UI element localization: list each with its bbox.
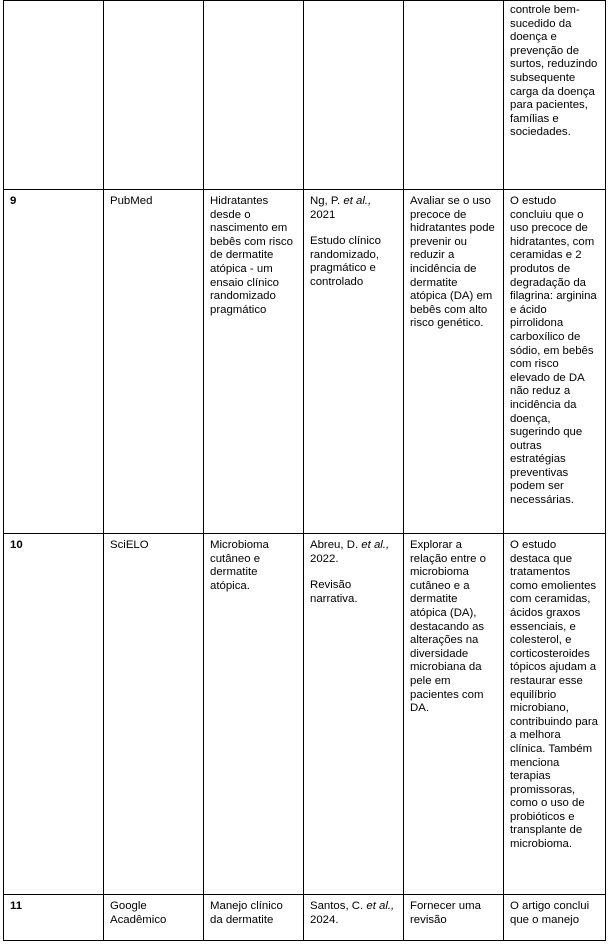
title-cell: Hidratantes desde o nascimento em bebês com risco de dermatite atópica - um ensaio clínico randomizado pragmático bbox=[204, 190, 304, 534]
literature-review-table bbox=[3, 0, 606, 941]
row-number-cell: 11 bbox=[4, 895, 104, 941]
database-cell: SciELO bbox=[104, 534, 204, 895]
result-cell: controle bem-sucedido da doença e prevenção de surtos, reduzindo subsequente carga da doença para pacientes, famílias e sociedades. bbox=[504, 1, 606, 190]
table-row bbox=[4, 190, 606, 534]
author-cell bbox=[304, 534, 404, 895]
objective-cell: Explorar a relação entre o microbioma cutâneo e a dermatite atópica (DA), destacando as alterações na diversidade microbiana da pele em pacientes com DA. bbox=[404, 534, 504, 895]
author-cell bbox=[304, 895, 404, 941]
database-cell: Google Acadêmico bbox=[104, 895, 204, 941]
study-design: Estudo clínico randomizado, pragmático e controlado bbox=[310, 235, 381, 288]
table-row bbox=[4, 1, 606, 190]
author-cell bbox=[304, 190, 404, 534]
row-number-cell bbox=[4, 1, 104, 190]
author-citation: Abreu, D. et al., 2022. bbox=[310, 539, 390, 565]
result-cell: O estudo concluiu que o uso precoce de hidratantes, com ceramidas e 2 produtos de degradação da filagrina: arginina e ácido pirrolidona carboxílico de sódio, em bebês com risco elevado de DA não reduz a incidência da doença, sugerindo que outras estratégias preventivas podem ser necessárias. bbox=[504, 190, 606, 534]
author-citation: Ng, P. et al., 2021 bbox=[310, 195, 372, 221]
database-cell bbox=[104, 1, 204, 190]
author-cell bbox=[304, 1, 404, 190]
row-number-cell: 10 bbox=[4, 534, 104, 895]
objective-cell: Avaliar se o uso precoce de hidratantes pode prevenir ou reduzir a incidência de dermatite atópica (DA) em bebês com alto risco genético. bbox=[404, 190, 504, 534]
title-cell: Microbioma cutâneo e dermatite atópica. bbox=[204, 534, 304, 895]
result-cell: O artigo conclui que o manejo bbox=[504, 895, 606, 941]
objective-cell bbox=[404, 1, 504, 190]
table-row bbox=[4, 534, 606, 895]
result-cell: O estudo destaca que tratamentos como emolientes com ceramidas, ácidos graxos essenciais, e colesterol, e corticosteroides tópicos ajudam a restaurar esse equilíbrio microbiano, contribuindo para a melhora clínica. Também menciona terapias promissoras, como o uso de probióticos e transplante de microbioma. bbox=[504, 534, 606, 895]
table-row bbox=[4, 895, 606, 941]
title-cell bbox=[204, 1, 304, 190]
database-cell: PubMed bbox=[104, 190, 204, 534]
title-cell: Manejo clínico da dermatite bbox=[204, 895, 304, 941]
row-number-cell: 9 bbox=[4, 190, 104, 534]
objective-cell: Fornecer uma revisão bbox=[404, 895, 504, 941]
study-design: Revisão narrativa. bbox=[310, 579, 358, 605]
author-citation: Santos, C. et al., 2024. bbox=[310, 900, 395, 926]
